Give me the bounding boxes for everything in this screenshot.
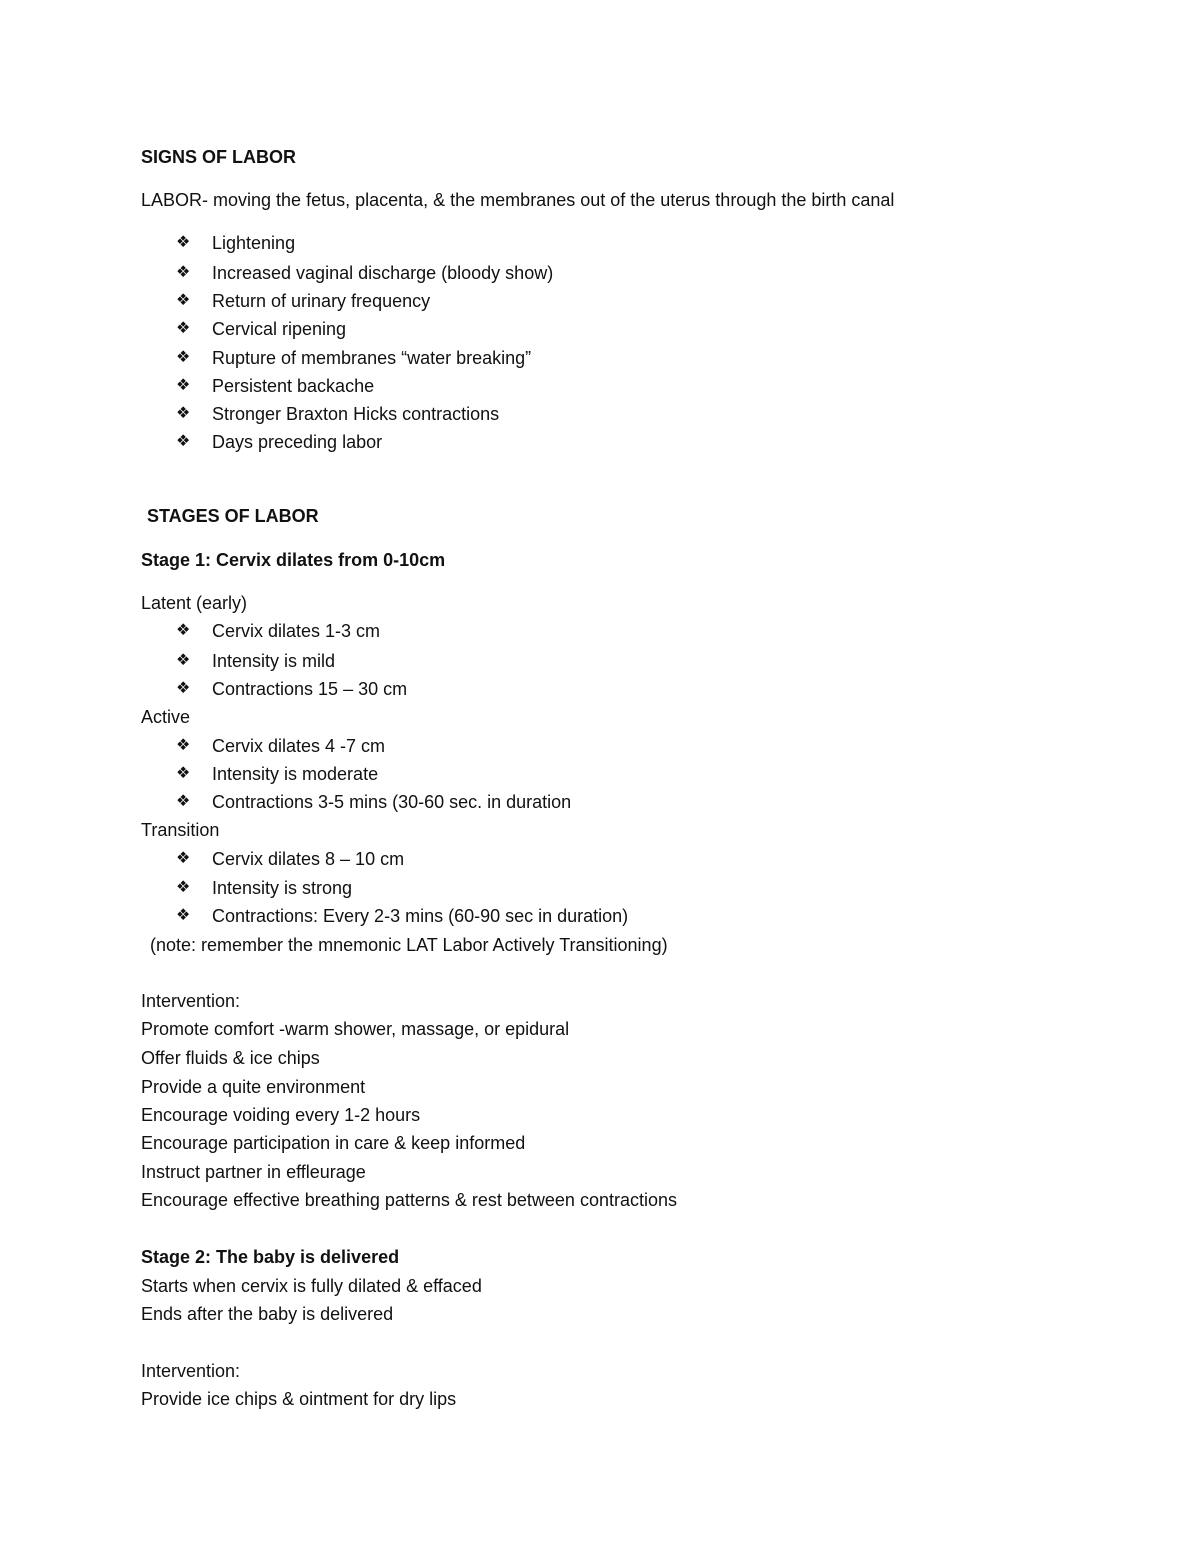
list-item: Increased vaginal discharge (bloody show) (212, 263, 554, 283)
list-item: Contractions 15 – 30 cm (212, 679, 408, 699)
diamond-bullet-icon: ❖ (176, 377, 191, 394)
diamond-bullet-icon: ❖ (176, 850, 191, 867)
intervention-label: Intervention: (141, 991, 241, 1011)
intervention-item: Instruct partner in effleurage (141, 1162, 366, 1182)
diamond-bullet-icon: ❖ (176, 680, 191, 697)
latent-label: Latent (early) (141, 593, 248, 613)
mnemonic-note: (note: remember the mnemonic LAT Labor Actively Transitioning) (150, 935, 668, 955)
intervention-label: Intervention: (141, 1361, 241, 1381)
intervention-item: Encourage participation in care & keep informed (141, 1133, 526, 1153)
diamond-bullet-icon: ❖ (176, 765, 191, 782)
diamond-bullet-icon: ❖ (176, 652, 191, 669)
stages-heading: STAGES OF LABOR (147, 506, 319, 526)
active-label: Active (141, 707, 191, 727)
list-item: Intensity is strong (212, 878, 353, 898)
diamond-bullet-icon: ❖ (176, 320, 191, 337)
list-item: Cervix dilates 4 -7 cm (212, 736, 386, 756)
diamond-bullet-icon: ❖ (176, 879, 191, 896)
list-item: Cervix dilates 1-3 cm (212, 621, 381, 641)
diamond-bullet-icon: ❖ (176, 405, 191, 422)
diamond-bullet-icon: ❖ (176, 264, 191, 281)
diamond-bullet-icon: ❖ (176, 292, 191, 309)
intervention-item: Promote comfort -warm shower, massage, or epidural (141, 1019, 570, 1039)
list-item: Intensity is moderate (212, 764, 379, 784)
list-item: Contractions: Every 2-3 mins (60-90 sec in duration) (212, 906, 629, 926)
list-item: Days preceding labor (212, 432, 383, 452)
intervention-item: Provide a quite environment (141, 1077, 366, 1097)
intervention-item: Provide ice chips & ointment for dry lips (141, 1389, 457, 1409)
list-item: Intensity is mild (212, 651, 336, 671)
list-item: Rupture of membranes “water breaking” (212, 348, 532, 368)
intervention-item: Encourage voiding every 1-2 hours (141, 1105, 421, 1125)
list-item: Contractions 3-5 mins (30-60 sec. in duration (212, 792, 572, 812)
list-item: Persistent backache (212, 376, 375, 396)
diamond-bullet-icon: ❖ (176, 793, 191, 810)
stage1-title: Stage 1: Cervix dilates from 0-10cm (141, 550, 446, 570)
signs-heading: SIGNS OF LABOR (141, 147, 297, 167)
diamond-bullet-icon: ❖ (176, 907, 191, 924)
intervention-item: Offer fluids & ice chips (141, 1048, 320, 1068)
list-item: Cervical ripening (212, 319, 347, 339)
labor-definition: LABOR- moving the fetus, placenta, & the membranes out of the uterus through the birth canal (141, 190, 895, 210)
transition-label: Transition (141, 820, 220, 840)
stage2-line: Starts when cervix is fully dilated & effaced (141, 1276, 482, 1296)
diamond-bullet-icon: ❖ (176, 234, 191, 251)
stage2-title: Stage 2: The baby is delivered (141, 1247, 400, 1267)
list-item: Lightening (212, 233, 296, 253)
list-item: Return of urinary frequency (212, 291, 431, 311)
list-item: Cervix dilates 8 – 10 cm (212, 849, 405, 869)
diamond-bullet-icon: ❖ (176, 622, 191, 639)
diamond-bullet-icon: ❖ (176, 433, 191, 450)
intervention-item: Encourage effective breathing patterns & rest between contractions (141, 1190, 677, 1210)
diamond-bullet-icon: ❖ (176, 349, 191, 366)
diamond-bullet-icon: ❖ (176, 737, 191, 754)
list-item: Stronger Braxton Hicks contractions (212, 404, 500, 424)
stage2-line: Ends after the baby is delivered (141, 1304, 394, 1324)
